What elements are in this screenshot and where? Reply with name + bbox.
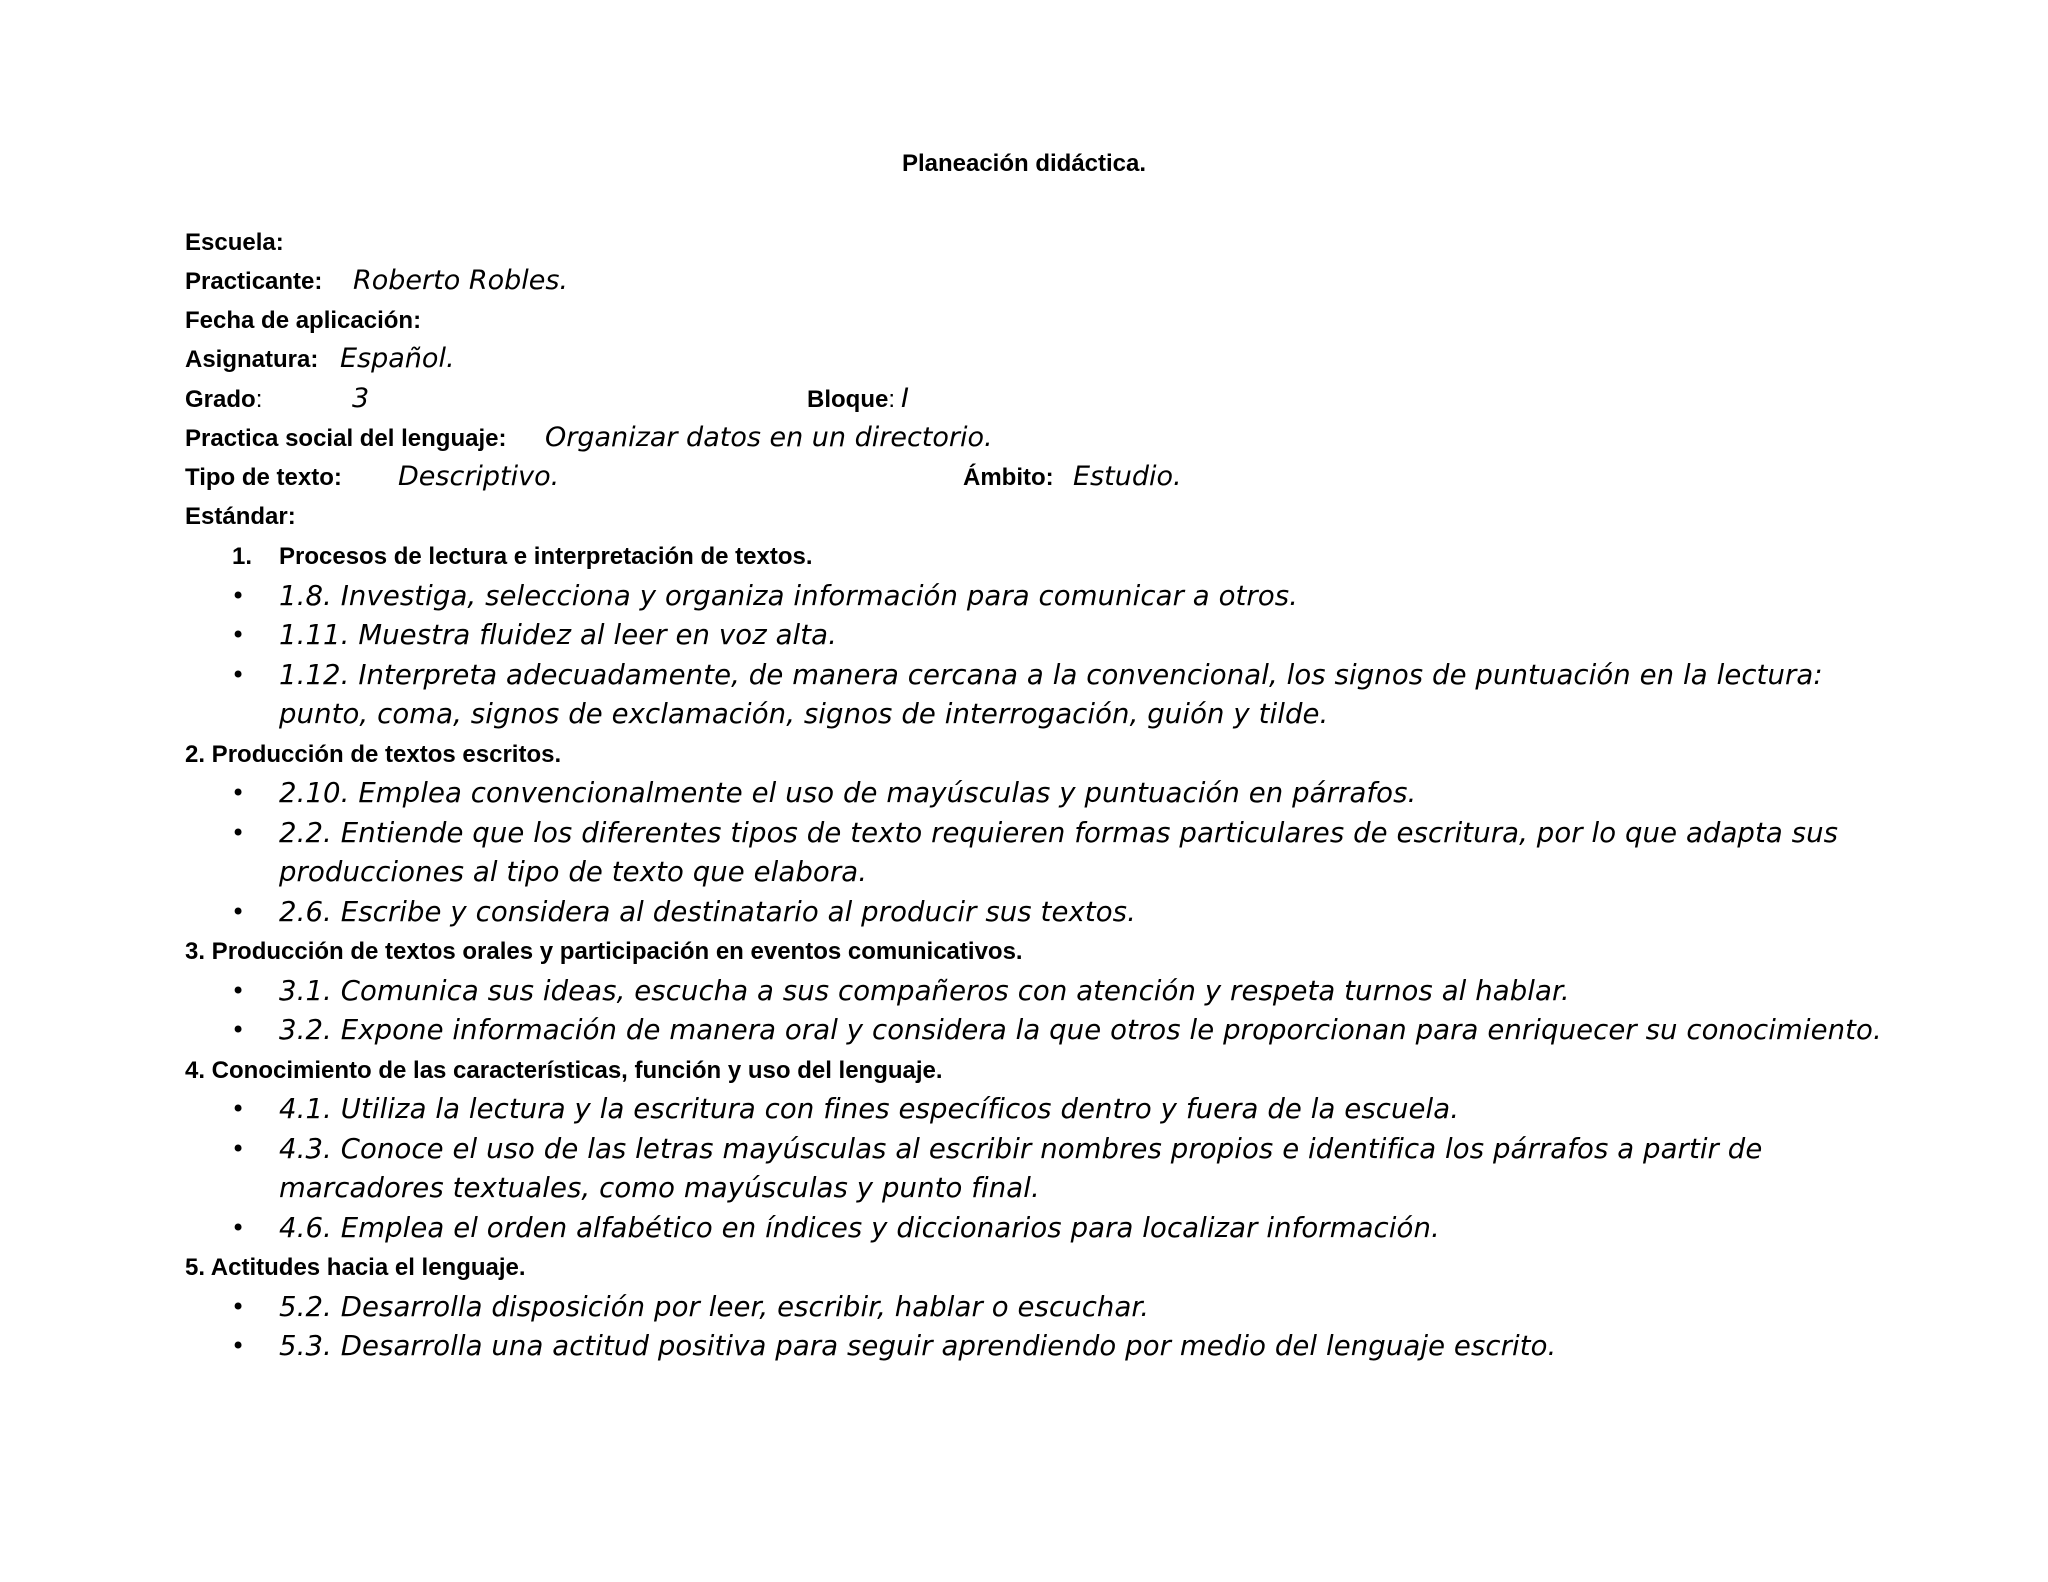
ambito-value: Estudio.: [1073, 461, 1182, 492]
field-practica-social: [185, 420, 1985, 460]
practica-value: Organizar datos en un directorio.: [545, 422, 993, 453]
field-escuela: [185, 224, 1985, 264]
bullet-icon: •: [231, 1095, 246, 1123]
field-asignatura: [185, 341, 1985, 381]
section-3-items: [185, 972, 1885, 1051]
field-practicante: [185, 263, 1985, 303]
asignatura-value: Español.: [340, 343, 455, 374]
list-item: • 1.8. Investiga, selecciona y organiza información para comunicar a otros.: [185, 577, 1885, 617]
bullet-icon: •: [231, 621, 246, 649]
bloque-label: Bloque:: [807, 386, 895, 413]
list-item: • 1.12. Interpreta adecuadamente, de manera cercana a la convencional, los signos de puntuación en la lectura: punto, coma, signos de exclamación, signos de interrogación, guión y tilde.: [185, 656, 1885, 735]
bullet-icon: •: [231, 897, 246, 926]
bullet-icon: •: [231, 581, 246, 610]
bullet-icon: •: [231, 818, 246, 847]
list-item: • 5.2. Desarrolla disposición por leer, escribir, hablar o escuchar.: [185, 1288, 1885, 1328]
section-heading-1: 1. Procesos de lectura e interpretación de textos.: [232, 543, 813, 570]
asignatura-label: Asignatura:: [185, 346, 319, 373]
list-item: • 4.1. Utiliza la lectura y la escritura con fines específicos dentro y fuera de la escuela.: [185, 1090, 1885, 1130]
grado-value: 3: [352, 383, 370, 414]
section-2-items: [185, 774, 1885, 932]
practicante-value: Roberto Robles.: [353, 265, 568, 296]
standards-list: [185, 537, 1885, 1367]
list-item: • 3.2. Expone información de manera oral y considera la que otros le proporcionan para enriquecer su conocimiento.: [185, 1011, 1885, 1051]
practica-label: Practica social del lenguaje:: [185, 425, 507, 452]
bloque-value: I: [901, 383, 909, 414]
list-item: • 5.3. Desarrolla una actitud positiva para seguir aprendiendo por medio del lenguaje escrito.: [185, 1327, 1885, 1367]
bullet-icon: •: [231, 1016, 246, 1044]
section-4-items: [185, 1090, 1885, 1248]
list-item: • 4.3. Conoce el uso de las letras mayúsculas al escribir nombres propios e identifica los párrafos a partir de marcadores textuales, como mayúsculas y punto final.: [185, 1130, 1885, 1209]
list-item: • 3.1. Comunica sus ideas, escucha a sus compañeros con atención y respeta turnos al hablar.: [185, 972, 1885, 1012]
list-item: • 2.2. Entiende que los diferentes tipos de texto requieren formas particulares de escritura, por lo que adapta sus producciones al tipo de texto que elabora.: [185, 814, 1885, 893]
bullet-icon: •: [231, 1213, 246, 1242]
grado-label: Grado:: [185, 386, 263, 413]
list-item: • 2.10. Emplea convencionalmente el uso de mayúsculas y puntuación en párrafos.: [185, 774, 1885, 814]
document-title: Planeación didáctica.: [901, 150, 1147, 177]
section-1-items: [185, 577, 1885, 735]
bullet-icon: •: [231, 1332, 246, 1360]
bullet-icon: •: [231, 1134, 246, 1163]
ambito-label: Ámbito:: [963, 464, 1054, 491]
section-5-items: [185, 1288, 1885, 1367]
fecha-label: Fecha de aplicación:: [185, 307, 422, 334]
field-fecha: [185, 302, 1985, 342]
bullet-icon: •: [231, 660, 246, 689]
escuela-label: Escuela:: [185, 229, 284, 256]
list-item: • 2.6. Escribe y considera al destinatario al producir sus textos.: [185, 893, 1885, 933]
field-grado-bloque: [185, 381, 1985, 421]
section-heading-3: 3. Producción de textos orales y participación en eventos comunicativos.: [185, 938, 1023, 965]
section-heading-4: 4. Conocimiento de las características, función y uso del lenguaje.: [185, 1056, 943, 1084]
bullet-icon: •: [231, 1292, 246, 1321]
section-heading-5: 5. Actitudes hacia el lenguaje.: [185, 1254, 526, 1281]
field-estandar: [185, 498, 1985, 538]
list-item: • 4.6. Emplea el orden alfabético en índices y diccionarios para localizar información.: [185, 1209, 1885, 1249]
tipo-label: Tipo de texto:: [185, 464, 342, 491]
bullet-icon: •: [231, 976, 246, 1005]
list-item: • 1.11. Muestra fluidez al leer en voz alta.: [185, 616, 1885, 656]
estandar-label: Estándar:: [185, 503, 296, 530]
bullet-icon: •: [231, 779, 246, 807]
section-heading-2: 2. Producción de textos escritos.: [185, 740, 562, 768]
field-tipo-ambito: [185, 459, 1985, 499]
tipo-value: Descriptivo.: [398, 461, 560, 492]
practicante-label: Practicante:: [185, 268, 323, 295]
